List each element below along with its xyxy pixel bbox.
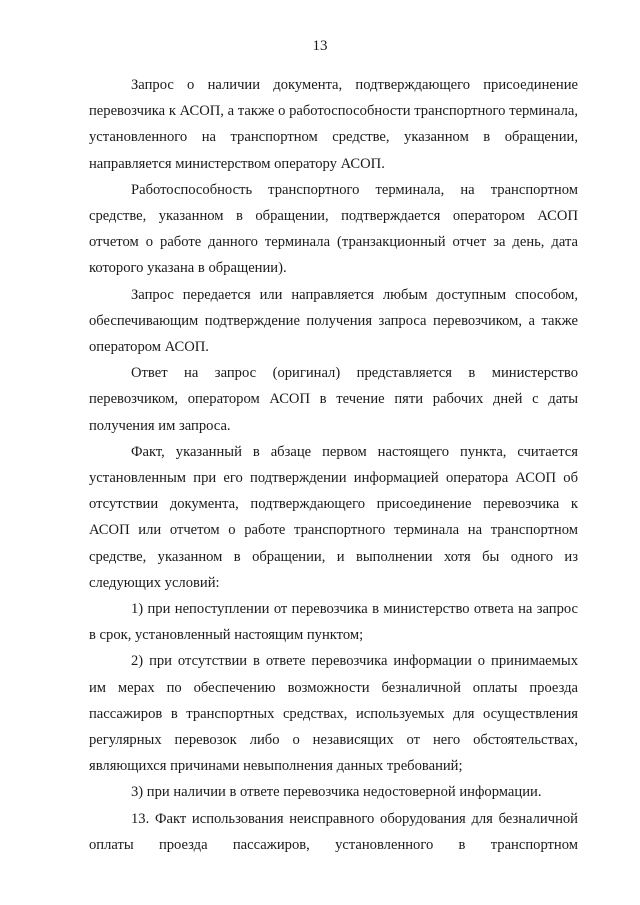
- paragraph-item-13: 13. Факт использования неисправного оборудования для безналичной оплаты проезда пассажиров, установленного в транспортном: [89, 810, 578, 853]
- paragraph-fact-established: Факт, указанный в абзаце первом настоящего пункта, считается установленным при его подтверждении информацией оператора АСОП об отсутствии документа, подтверждающего присоединение перевозчика к АСОП или отчетом о работе транспортного терминала на транспортном средстве, указанном в обращении, и выполнении хотя бы одного из следующих условий:: [89, 443, 578, 591]
- paragraph-request-delivery: Запрос передается или направляется любым доступным способом, обеспечивающим подтверждение получения запроса перевозчиком, а также оператором АСОП.: [89, 286, 578, 356]
- paragraph-condition-3: 3) при наличии в ответе перевозчика недостоверной информации.: [131, 784, 542, 801]
- paragraph-condition-2: 2) при отсутствии в ответе перевозчика информации о принимаемых им мерах по обеспечению возможности безналичной оплаты проезда пассажиров в транспортных средствах, используемых для осуществления регулярных перевозок либо о независящих от него обстоятельствах, являющихся причинами невыполнения данных требований;: [89, 653, 578, 775]
- document-body: [89, 72, 578, 858]
- page-number: 13: [312, 38, 328, 54]
- paragraph-terminal-operability: Работоспособность транспортного терминала, на транспортном средстве, указанном в обращении, подтверждается оператором АСОП отчетом о работе данного терминала (транзакционный отчет за день, дата которого указана в обращении).: [89, 181, 578, 277]
- paragraph-request-asop: Запрос о наличии документа, подтверждающего присоединение перевозчика к АСОП, а также о работоспособности транспортного терминала, установленного на транспортном средстве, указанном в обращении, направляется министерством оператору АСОП.: [89, 77, 578, 172]
- paragraph-condition-1: 1) при непоступлении от перевозчика в министерство ответа на запрос в срок, установленный настоящим пунктом;: [89, 601, 578, 644]
- paragraph-response-deadline: Ответ на запрос (оригинал) представляется в министерство перевозчиком, оператором АСОП в течение пяти рабочих дней с даты получения им запроса.: [89, 365, 578, 434]
